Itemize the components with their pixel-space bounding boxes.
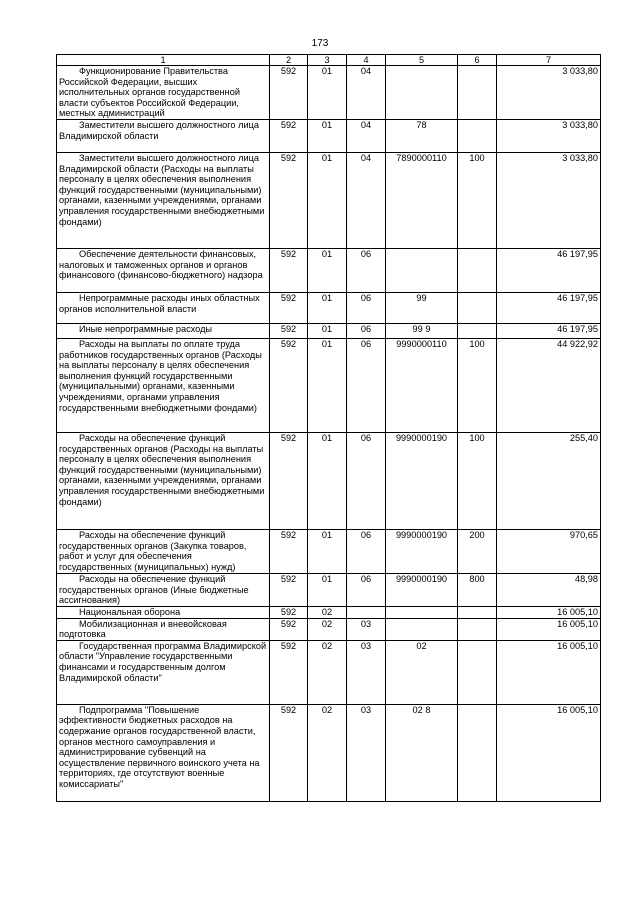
- row-expense-type: 800: [458, 573, 497, 606]
- row-expense-type: 200: [458, 529, 497, 573]
- row-name: Расходы на обеспечение функций государственных органов (Расходы на выплаты персоналу в целях обеспечения выполнения функций государственными (муниципальными) органами, казенными учреждениями, органами управления государственными внебюджетными фондами): [57, 432, 270, 529]
- row-name: Функционирование Правительства Российской Федерации, высших исполнительных органов государственной власти субъектов Российской Федерации, местных администраций: [57, 66, 270, 120]
- row-subsection-code: 06: [347, 292, 386, 323]
- row-section-code: 02: [308, 640, 347, 704]
- row-target-article: 7890000110: [386, 152, 458, 248]
- table-row: [57, 323, 601, 338]
- row-section-code: 01: [308, 573, 347, 606]
- row-subsection-code: 06: [347, 573, 386, 606]
- table-row: [57, 606, 601, 618]
- row-target-article: 78: [386, 119, 458, 152]
- row-subsection-code: 03: [347, 640, 386, 704]
- row-expense-type: [458, 640, 497, 704]
- table-row: [57, 704, 601, 801]
- row-name: Расходы на обеспечение функций государственных органов (Иные бюджетные ассигнования): [57, 573, 270, 606]
- row-section-code: 01: [308, 432, 347, 529]
- row-section-code: 02: [308, 704, 347, 801]
- table-body: [57, 66, 601, 802]
- row-amount: 970,65: [497, 529, 601, 573]
- row-target-article: 9990000190: [386, 529, 458, 573]
- row-target-article: [386, 618, 458, 640]
- row-ministry-code: 592: [270, 573, 308, 606]
- row-expense-type: [458, 618, 497, 640]
- row-target-article: 99: [386, 292, 458, 323]
- row-amount: 44 922,92: [497, 338, 601, 432]
- row-section-code: 01: [308, 119, 347, 152]
- row-target-article: 02 8: [386, 704, 458, 801]
- row-expense-type: [458, 119, 497, 152]
- table-row: [57, 66, 601, 120]
- row-subsection-code: [347, 606, 386, 618]
- row-ministry-code: 592: [270, 432, 308, 529]
- header-col-4: 4: [347, 55, 386, 66]
- row-subsection-code: 03: [347, 704, 386, 801]
- row-section-code: 01: [308, 66, 347, 120]
- row-expense-type: 100: [458, 152, 497, 248]
- row-subsection-code: 06: [347, 338, 386, 432]
- row-ministry-code: 592: [270, 338, 308, 432]
- row-ministry-code: 592: [270, 292, 308, 323]
- row-target-article: 99 9: [386, 323, 458, 338]
- budget-table: [56, 54, 601, 802]
- row-section-code: 02: [308, 618, 347, 640]
- table-row: [57, 248, 601, 292]
- row-expense-type: [458, 323, 497, 338]
- row-subsection-code: 04: [347, 66, 386, 120]
- table-row: [57, 432, 601, 529]
- row-section-code: 01: [308, 248, 347, 292]
- row-amount: 3 033,80: [497, 66, 601, 120]
- row-name: Непрограммные расходы иных областных органов исполнительной власти: [57, 292, 270, 323]
- table-row: [57, 152, 601, 248]
- row-amount: 46 197,95: [497, 292, 601, 323]
- row-amount: 16 005,10: [497, 704, 601, 801]
- row-amount: 46 197,95: [497, 323, 601, 338]
- row-amount: 16 005,10: [497, 618, 601, 640]
- row-expense-type: [458, 248, 497, 292]
- row-ministry-code: 592: [270, 618, 308, 640]
- row-ministry-code: 592: [270, 606, 308, 618]
- row-expense-type: [458, 606, 497, 618]
- row-ministry-code: 592: [270, 640, 308, 704]
- row-expense-type: 100: [458, 338, 497, 432]
- row-amount: 16 005,10: [497, 606, 601, 618]
- header-col-7: 7: [497, 55, 601, 66]
- row-ministry-code: 592: [270, 248, 308, 292]
- row-ministry-code: 592: [270, 152, 308, 248]
- row-ministry-code: 592: [270, 704, 308, 801]
- row-ministry-code: 592: [270, 119, 308, 152]
- header-col-2: 2: [270, 55, 308, 66]
- table-row: [57, 640, 601, 704]
- row-target-article: [386, 248, 458, 292]
- table-header: [57, 55, 601, 66]
- row-ministry-code: 592: [270, 529, 308, 573]
- row-section-code: 01: [308, 152, 347, 248]
- row-target-article: 02: [386, 640, 458, 704]
- row-section-code: 01: [308, 292, 347, 323]
- row-amount: 46 197,95: [497, 248, 601, 292]
- row-subsection-code: 06: [347, 432, 386, 529]
- row-expense-type: [458, 704, 497, 801]
- row-section-code: 01: [308, 529, 347, 573]
- row-amount: 16 005,10: [497, 640, 601, 704]
- row-subsection-code: 06: [347, 323, 386, 338]
- page-number: 173: [311, 38, 329, 49]
- row-name: Расходы на выплаты по оплате труда работников государственных органов (Расходы на выплаты персоналу в целях обеспечения выполнения функций государственными (муниципальными) органами, казенными учреждениями, органами управления государственными внебюджетными фондами): [57, 338, 270, 432]
- row-name: Подпрограмма "Повышение эффективности бюджетных расходов на содержание органов государственной власти, органов местного самоуправления и администрирование субвенций на осуществление первичного воинского учета на территориях, где отсутствуют военные комиссариаты": [57, 704, 270, 801]
- header-row: [57, 55, 601, 66]
- row-expense-type: [458, 292, 497, 323]
- row-name: Обеспечение деятельности финансовых, налоговых и таможенных органов и органов финансового (финансово-бюджетного) надзора: [57, 248, 270, 292]
- row-ministry-code: 592: [270, 323, 308, 338]
- header-col-5: 5: [386, 55, 458, 66]
- row-name: Расходы на обеспечение функций государственных органов (Закупка товаров, работ и услуг для обеспечения государственных (муниципальных) нужд): [57, 529, 270, 573]
- row-section-code: 01: [308, 323, 347, 338]
- table-row: [57, 338, 601, 432]
- header-col-3: 3: [308, 55, 347, 66]
- row-subsection-code: 04: [347, 119, 386, 152]
- table-row: [57, 618, 601, 640]
- row-target-article: 9990000110: [386, 338, 458, 432]
- row-section-code: 02: [308, 606, 347, 618]
- row-amount: 3 033,80: [497, 119, 601, 152]
- table-row: [57, 529, 601, 573]
- row-name: Иные непрограммные расходы: [57, 323, 270, 338]
- row-target-article: 9990000190: [386, 432, 458, 529]
- row-expense-type: [458, 66, 497, 120]
- row-expense-type: 100: [458, 432, 497, 529]
- row-subsection-code: 06: [347, 529, 386, 573]
- row-amount: 255,40: [497, 432, 601, 529]
- row-name: Национальная оборона: [57, 606, 270, 618]
- row-amount: 48,98: [497, 573, 601, 606]
- row-subsection-code: 06: [347, 248, 386, 292]
- header-col-6: 6: [458, 55, 497, 66]
- table-row: [57, 292, 601, 323]
- row-amount: 3 033,80: [497, 152, 601, 248]
- table-row: [57, 573, 601, 606]
- row-name: Заместители высшего должностного лица Владимирской области: [57, 119, 270, 152]
- row-section-code: 01: [308, 338, 347, 432]
- header-col-1: 1: [57, 55, 270, 66]
- row-name: Мобилизационная и вневойсковая подготовка: [57, 618, 270, 640]
- table-row: [57, 119, 601, 152]
- row-target-article: 9990000190: [386, 573, 458, 606]
- row-ministry-code: 592: [270, 66, 308, 120]
- row-subsection-code: 04: [347, 152, 386, 248]
- row-target-article: [386, 66, 458, 120]
- row-name: Государственная программа Владимирской области "Управление государственными финансами и государственным долгом Владимирской области": [57, 640, 270, 704]
- row-name: Заместители высшего должностного лица Владимирской области (Расходы на выплаты персоналу в целях обеспечения выполнения функций государственными (муниципальными) органами, казенными учреждениями, органами управления государственными внебюджетными фондами): [57, 152, 270, 248]
- row-target-article: [386, 606, 458, 618]
- row-subsection-code: 03: [347, 618, 386, 640]
